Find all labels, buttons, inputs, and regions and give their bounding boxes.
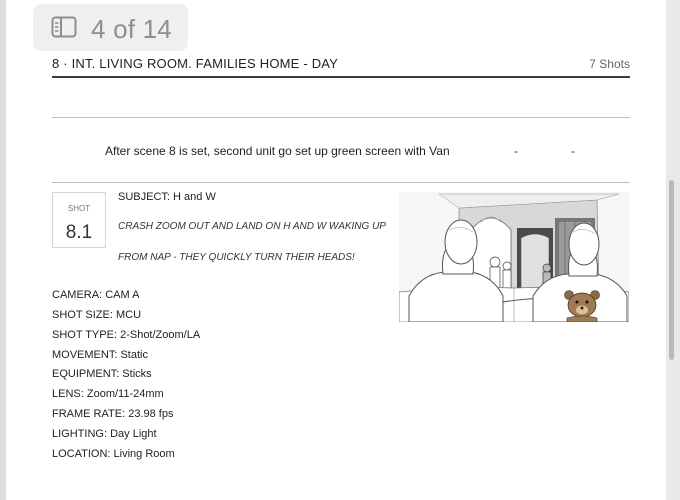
spec-value: Living Room bbox=[113, 447, 175, 460]
spec-row bbox=[52, 289, 139, 301]
spec-value: Zoom/11-24mm bbox=[86, 388, 164, 401]
spec-row bbox=[52, 448, 175, 460]
shot-description-line: CRASH ZOOM OUT AND LAND ON H AND W WAKING UP bbox=[118, 221, 386, 232]
spec-row bbox=[52, 368, 152, 380]
page-indicator[interactable] bbox=[33, 4, 188, 51]
spec-label: FRAME RATE: bbox=[52, 408, 126, 421]
divider bbox=[52, 182, 630, 183]
spec-row bbox=[52, 309, 141, 321]
spec-row bbox=[52, 428, 157, 440]
spec-value: MCU bbox=[115, 308, 142, 321]
spec-value: CAM A bbox=[105, 289, 140, 301]
note-dash: - bbox=[514, 144, 518, 158]
scene-title: 8 · INT. LIVING ROOM. FAMILIES HOME - DAY bbox=[52, 56, 339, 71]
scene-shot-count: 7 Shots bbox=[589, 57, 630, 71]
spec-label: SHOT SIZE: bbox=[52, 308, 113, 321]
spec-value: 23.98 fps bbox=[128, 408, 174, 421]
spec-label: LENS: bbox=[52, 388, 84, 401]
divider bbox=[52, 117, 630, 118]
shot-number-box bbox=[52, 192, 106, 248]
spec-row bbox=[52, 408, 173, 420]
spec-label: MOVEMENT: bbox=[52, 348, 118, 361]
spec-label: LOCATION: bbox=[52, 447, 111, 460]
spec-value: Sticks bbox=[122, 368, 152, 381]
shot-number: 8.1 bbox=[65, 222, 93, 243]
scrollbar[interactable] bbox=[666, 0, 680, 500]
page-indicator-text: 4 of 14 bbox=[91, 14, 172, 44]
spec-label: CAMERA: bbox=[52, 289, 103, 301]
subject-value: H and W bbox=[173, 191, 216, 203]
pages-panel-icon[interactable] bbox=[51, 16, 77, 38]
spec-row bbox=[52, 388, 164, 400]
storyboard-frame bbox=[399, 192, 629, 322]
spec-value: 2-Shot/Zoom/LA bbox=[120, 328, 201, 341]
shot-description-line: FROM NAP - THEY QUICKLY TURN THEIR HEADS! bbox=[118, 252, 355, 263]
spec-row bbox=[52, 349, 148, 361]
spec-label: EQUIPMENT: bbox=[52, 368, 120, 381]
scene-note bbox=[52, 144, 630, 160]
spec-value: Day Light bbox=[110, 427, 157, 440]
shot-label: SHOT bbox=[67, 204, 91, 213]
spec-row bbox=[52, 329, 200, 341]
shot-subject bbox=[118, 191, 216, 203]
subject-label: SUBJECT: bbox=[118, 191, 170, 203]
scrollbar-thumb[interactable] bbox=[669, 180, 674, 360]
scene-note-text: After scene 8 is set, second unit go set up green screen with Van bbox=[105, 144, 450, 158]
spec-value: Static bbox=[120, 348, 148, 361]
scene-header bbox=[52, 54, 630, 78]
spec-label: SHOT TYPE: bbox=[52, 328, 118, 341]
note-dash: - bbox=[571, 144, 575, 158]
spec-label: LIGHTING: bbox=[52, 427, 108, 440]
